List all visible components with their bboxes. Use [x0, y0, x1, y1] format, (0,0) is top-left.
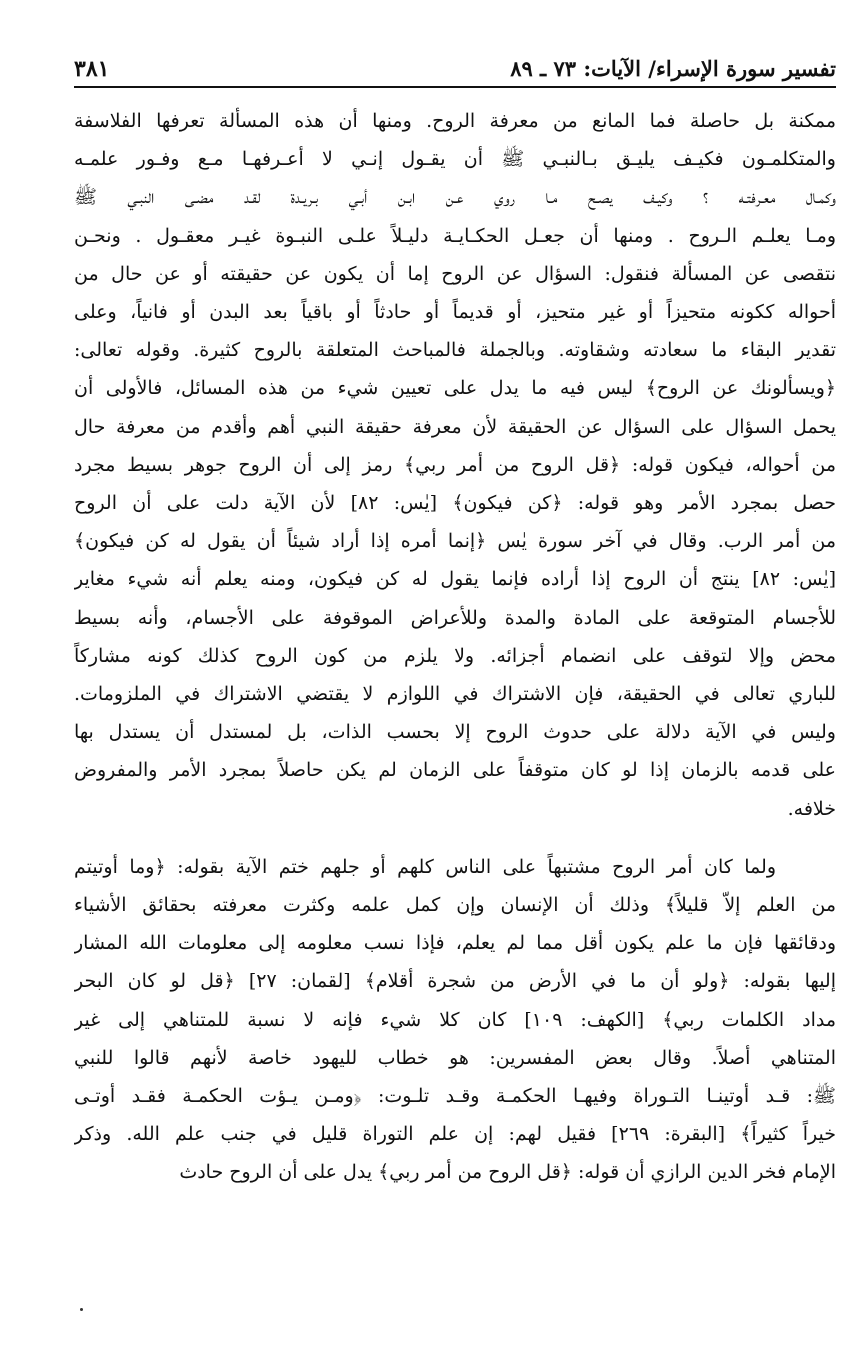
text-line: من أحواله، فيكون قوله: ﴿قل الروح من أمر ربي﴾ رمز إلى أن الروح جوهر بسيط مجرد	[74, 453, 836, 476]
text-line: خيراً كثيراً﴾ [البقرة: ٢٦٩] فقيل لهم: إن علم التوراة قليل في جنب علم الله. وذكر	[74, 1123, 836, 1146]
page	[74, 56, 836, 1192]
text-line: ﴿ويسألونك عن الروح﴾ ليس فيه ما يدل على تعيين شيء من هذه المسائل، فالأولى أن	[74, 377, 836, 400]
text-line: وليس في الآية دلالة على حدوث الروح إلا بحسب الذات، بل لمستدل أن يستدل بها	[74, 721, 836, 744]
text-line: إليها بقوله: ﴿ولو أن ما في الأرض من شجرة أقلام﴾ [لقمان: ٢٧] ﴿قل لو كان البحر	[74, 970, 836, 993]
text-line: يحمل السؤال على السؤال عن الحقيقة لأن معرفة حقيقة النبي أهم وأقدم من معرفة حال	[74, 415, 836, 438]
text-line: تقدير البقاء ما سعادته وشقاوته. وبالجملة فالمباحث المتعلقة بالروح كثيرة. وقوله تعالى:	[74, 339, 836, 362]
text-line: أحواله ككونه متحيزاً أو غير متحيز، أو قديماً أو حادثاً أو باقياً بعد البدن أو فانياً، وعلى	[74, 301, 836, 324]
text-line: مداد الكلمات ربي﴾ [الكهف: ١٠٩] كان كلا شيء فإنه لا نسبة للمتناهي إلى غير	[74, 1008, 836, 1031]
page-header	[74, 56, 836, 88]
text-line: خلافه.	[787, 797, 836, 820]
text-line: ﷺ: قـد أوتينـا التـوراة وفيهـا الحكمـة وقـد تلـوت: ﴿ومـن يـؤت الحكمـة فقـد أوتـى	[74, 1085, 836, 1108]
text-line: من العلم إلاّ قليلاً﴾ وذلك أن الإنسان وإن كمل علمه وكثرت معرفته بحقائق الأشياء	[74, 894, 836, 917]
running-title: تفسير سورة الإسراء/ الآيات: ٧٣ ـ ٨٩	[510, 56, 836, 81]
text-line: للباري تعالى في الحقيقة، فإن الاشتراك في اللوازم لا يقتضي الاشتراك في الملزومات.	[74, 683, 836, 706]
text-line: ودقائقها فإن ما علم يكون أقل مما لم يعلم، فإذا نسب معلومه إلى معلومات الله المشار	[74, 932, 836, 955]
text-line: للأجسام المتوقعة على المادة والمدة وللأعراض الموقوفة على الأجسام، وأنه بسيط	[74, 606, 836, 629]
text-line: والمتكلمـون فكيـف يليـق بـالنبـي ﷺ أن يقـول إنـي لا أعـرفهـا مـع وفـور علمـه	[74, 148, 836, 171]
text-line: ومـا يعلـم الـروح . ومنها أن جعـل الحكـايـة دليـلاً علـى النبـوة غيـر معقـول . ونحـن	[74, 224, 836, 247]
paragraph	[74, 848, 836, 1192]
text-line: حصل بمجرد الأمر وهو قوله: ﴿كن فيكون﴾ [يٰس: ٨٢] لأن الآية دلت على أن الروح	[74, 492, 836, 515]
text-line: ممكنة بل حاصلة فما المانع من معرفة الروح. ومنها أن هذه المسألة تعرفها الفلاسفة	[74, 110, 836, 132]
text-line: وكمـال معـرفتـه ؟ وكيـف يصـح مـا روي عـن ابـن أبـي بـريـدة لقـد مضـى النبـي ﷺ	[74, 186, 836, 209]
text-line: المتناهي أصلاً. وقال بعض المفسرين: هو خطاب لليهود خاصة لأنهم قالوا للنبي	[74, 1046, 836, 1069]
text-line: من أمر الرب. وقال في آخر سورة يٰس ﴿إنما أمره إذا أراد شيئاً أن يقول له كن فيكون﴾	[74, 530, 836, 553]
text-line: [يٰس: ٨٢] ينتج أن الروح إذا أراده فإنما يقول له كن فيكون، ومنه يعلم أنه شيء مغاير	[74, 568, 836, 591]
paragraph	[74, 102, 836, 828]
text-line: محض وإلا لتوقف على انضمام أجزائه. ولا يلزم من كون الروح كذلك كونه مشاركاً	[74, 644, 836, 667]
text-line: ولما كان أمر الروح مشتبهاً على الناس كلهم أو جلهم ختم الآية بقوله: ﴿وما أوتيتم	[74, 855, 776, 878]
stray-mark	[80, 1308, 83, 1311]
body-text	[74, 102, 836, 1192]
text-line: الإمام فخر الدين الرازي أن قوله: ﴿قل الروح من أمر ربي﴾ يدل على أن الروح حادث	[179, 1161, 836, 1184]
text-line: على قدمه بالزمان إذا لو كان متوقفاً على الزمان لم يكن حاصلاً بمجرد الأمر والمفروض	[74, 759, 836, 782]
text-line: نتقصى عن المسألة فنقول: السؤال عن الروح إما أن يكون عن حقيقته أو عن حال من	[74, 262, 836, 285]
page-number: ٣٨١	[74, 56, 110, 82]
